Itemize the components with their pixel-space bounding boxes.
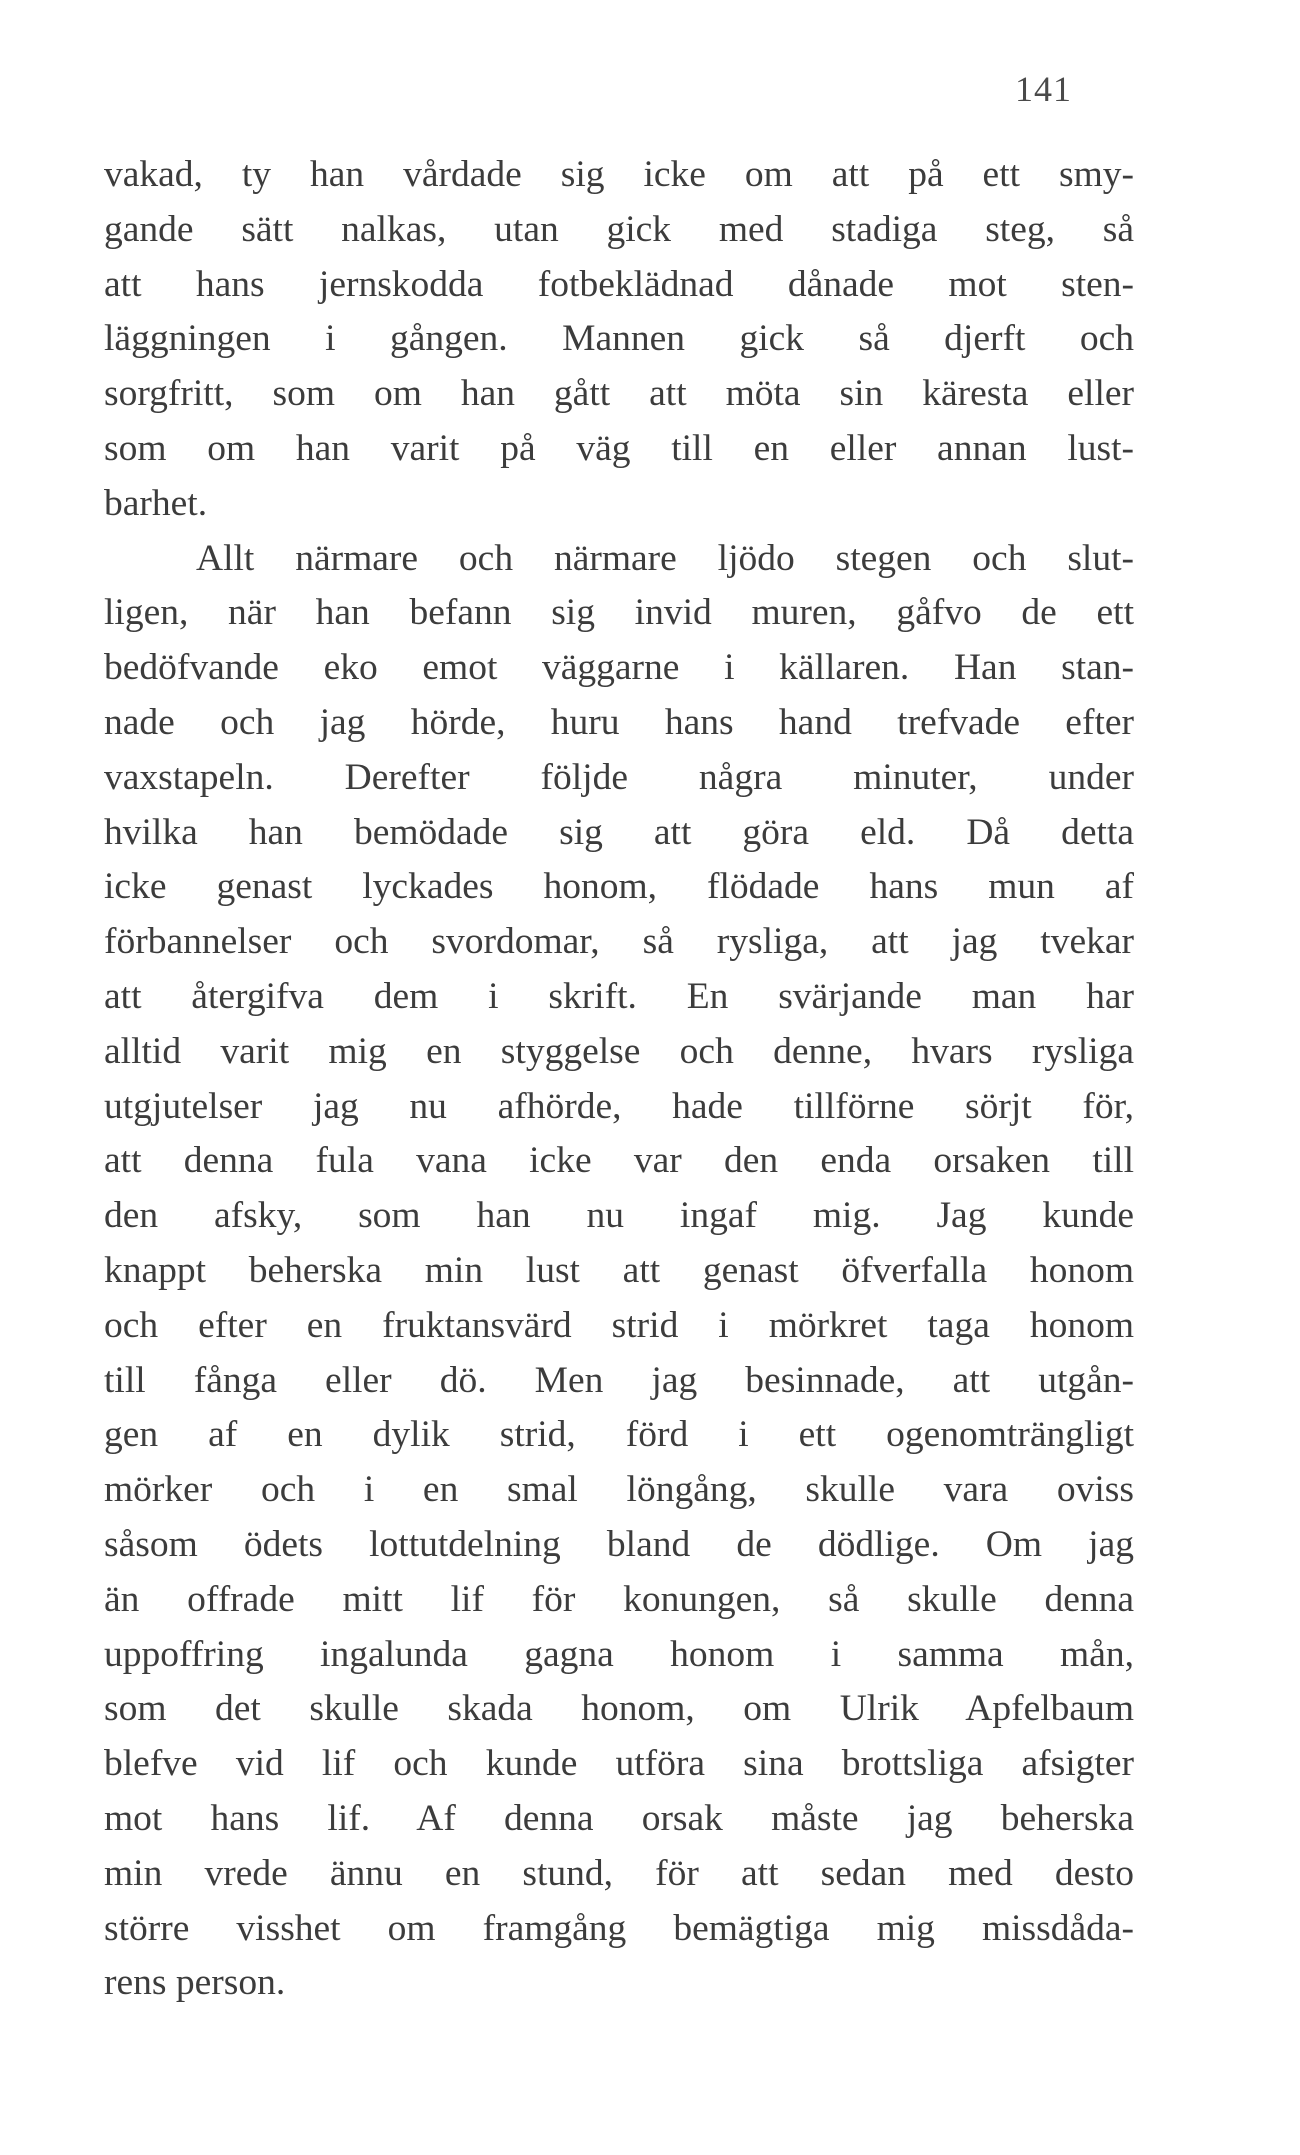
text-line: till fånga eller dö. Men jag besinnade, att utgån- <box>104 1359 1134 1401</box>
text-line: som om han varit på väg till en eller annan lust- <box>104 427 1134 469</box>
text-line: mörker och i en smal löngång, skulle vara oviss <box>104 1469 1134 1511</box>
text-line: gen af en dylik strid, förd i ett ogenomträngligt <box>104 1414 1134 1456</box>
text-line: mot hans lif. Af denna orsak måste jag beherska <box>104 1797 1134 1839</box>
paragraph-end-line: barhet. <box>104 482 208 524</box>
body-text <box>104 148 1134 2011</box>
text-line: hvilka han bemödade sig att göra eld. Då detta <box>104 811 1134 853</box>
text-line: vakad, ty han vårdade sig icke om att på ett smy- <box>104 154 1134 195</box>
text-line: vaxstapeln. Derefter följde några minuter, under <box>104 756 1134 798</box>
text-line: icke genast lyckades honom, flödade hans mun af <box>104 866 1134 908</box>
page-number: 141 <box>1015 69 1072 109</box>
text-line: blefve vid lif och kunde utföra sina brottsliga afsigter <box>104 1743 1134 1785</box>
text-line: ligen, när han befann sig invid muren, gåfvo de ett <box>104 592 1134 634</box>
text-line: bedöfvande eko emot väggarne i källaren. Han stan- <box>104 647 1134 689</box>
text-line: som det skulle skada honom, om Ulrik Apfelbaum <box>104 1688 1134 1730</box>
paragraph-end-line: rens person. <box>104 1962 286 2004</box>
text-line: att återgifva dem i skrift. En svärjande man har <box>104 975 1134 1017</box>
text-line: större visshet om framgång bemägtiga mig missdåda- <box>104 1907 1134 1949</box>
text-line: läggningen i gången. Mannen gick så djerft och <box>104 318 1134 360</box>
paragraph-first-line: Allt närmare och närmare ljödo stegen och slut- <box>196 537 1134 579</box>
text-line: den afsky, som han nu ingaf mig. Jag kunde <box>104 1195 1134 1237</box>
text-line: och efter en fruktansvärd strid i mörkret taga honom <box>104 1304 1134 1346</box>
text-line: gande sätt nalkas, utan gick med stadiga steg, så <box>104 208 1134 250</box>
text-line: uppoffring ingalunda gagna honom i samma mån, <box>104 1633 1134 1675</box>
text-line: nade och jag hörde, huru hans hand trefvade efter <box>104 701 1134 743</box>
text-line: att hans jernskodda fotbeklädnad dånade mot sten- <box>104 263 1134 305</box>
text-line: att denna fula vana icke var den enda orsaken till <box>104 1140 1134 1182</box>
text-line: sorgfritt, som om han gått att möta sin käresta eller <box>104 373 1134 415</box>
text-line: än offrade mitt lif för konungen, så skulle denna <box>104 1578 1134 1620</box>
text-line: utgjutelser jag nu afhörde, hade tillförne sörjt för, <box>104 1085 1134 1127</box>
text-line: knappt beherska min lust att genast öfverfalla honom <box>104 1249 1134 1291</box>
text-line: såsom ödets lottutdelning bland de dödlige. Om jag <box>104 1523 1134 1565</box>
text-line: förbannelser och svordomar, så rysliga, att jag tvekar <box>104 921 1134 963</box>
text-line: alltid varit mig en styggelse och denne, hvars rysliga <box>104 1030 1134 1072</box>
text-line: min vrede ännu en stund, för att sedan med desto <box>104 1852 1134 1894</box>
